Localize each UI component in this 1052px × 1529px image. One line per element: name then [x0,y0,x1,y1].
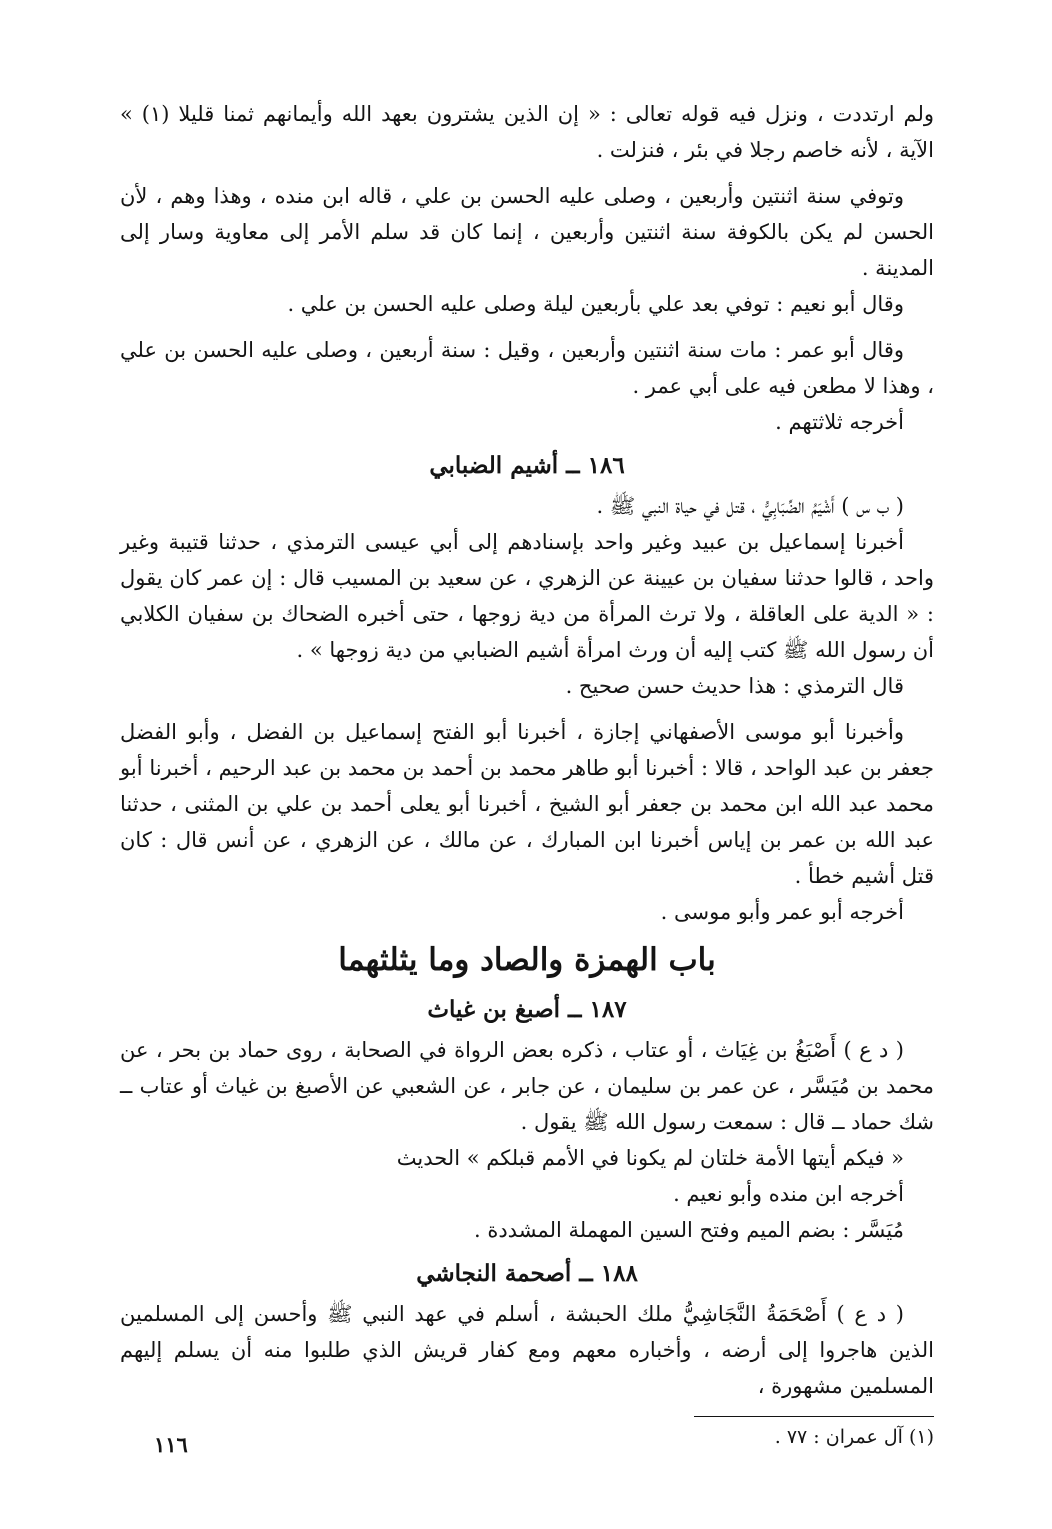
paragraph: أخبرنا إسماعيل بن عبيد وغير واحد بإسنادهم إلى أبي عيسى الترمذي ، حدثنا قتيبة وغير واحد ، قالوا حدثنا سفيان بن عيينة عن الزهري ، عن سعيد بن المسيب قال : إن عمر كان يقول : « الدية على العاقلة ، ولا ترث المرأة من دية زوجها ، حتى أخبره الضحاك بن سفيان الكلابي أن رسول الله ﷺ كتب إليه أن ورث امرأة أشيم الضبابي من دية زوجها » . [120,530,934,662]
paragraph: أخرجه أبو عمر وأبو موسى . [660,900,904,924]
paragraph: مُيَسَّر : بضم الميم وفتح السين المهملة المشددة . [473,1218,904,1242]
paragraph: وقال أبو عمر : مات سنة اثنتين وأربعين ، وقيل : سنة أربعين ، وصلى عليه الحسن بن علي ، وهذا لا مطعن فيه على أبي عمر . [120,338,934,398]
paragraph: « فيكم أيتها الأمة خلتان لم يكونا في الأمم قبلكم » الحديث [396,1146,904,1170]
paragraph: ( د ع ) أَصْحَمَةُ النَّجَاشِيُّ ملك الحبشة ، أسلم في عهد النبي ﷺ وأحسن إلى المسلمين الذين هاجروا إلى أرضه ، وأخباره معهم ومع كفار قريش الذي طلبوا منه أن يسلم إليهم المسلمين مشهورة ، [120,1302,934,1398]
paragraph: ( ب س ) أَشْيَمُ الضِّبَابِيُّ ، قتل في حياة النبي ﷺ . [596,494,904,518]
entry-title: ١٨٦ ــ أشيم الضبابي [429,452,625,479]
paragraph: أخرجه ثلاثتهم . [775,410,904,434]
paragraph: أخرجه ابن منده وأبو نعيم . [673,1182,904,1206]
paragraph: وقال أبو نعيم : توفي بعد علي بأربعين ليلة وصلى عليه الحسن بن علي . [287,292,904,316]
paragraph: ولم ارتددت ، ونزل فيه قوله تعالى : « إن الذين يشترون بعهد الله وأيمانهم ثمنا قليلا (١) » الآية ، لأنه خاصم رجلا في بئر ، فنزلت . [120,102,935,162]
paragraph: ( د ع ) أَصْبَغُ بن غِيَاث ، أو عتاب ، ذكره بعض الرواة في الصحابة ، روى حماد بن بحر ، عن محمد بن مُيَسَّر ، عن عمر بن سليمان ، عن جابر ، عن الشعبي عن الأصبغ بن غياث أو عتاب ــ شك حماد ــ قال : سمعت رسول الله ﷺ يقول . [120,1038,934,1134]
page-number: ١١٦ [154,1432,188,1457]
entry-title: ١٨٧ ــ أصبغ بن غياث [427,996,627,1023]
entry-title: ١٨٨ ــ أصحمة النجاشي [416,1260,638,1287]
footnote-divider [694,1416,934,1417]
paragraph: قال الترمذي : هذا حديث حسن صحيح . [565,674,904,698]
chapter-title: باب الهمزة والصاد وما يثلثهما [338,942,716,978]
footnote: (١) آل عمران : ٧٧ . [774,1426,934,1448]
paragraph: وأخبرنا أبو موسى الأصفهاني إجازة ، أخبرنا أبو الفتح إسماعيل بن الفضل ، وأبو الفضل جعفر بن عبد الواحد ، قالا : أخبرنا أبو طاهر محمد بن أحمد بن محمد بن عبد الرحيم ، أخبرنا أبو محمد عبد الله ابن محمد بن جعفر أبو الشيخ ، أخبرنا أبو يعلى أحمد بن علي بن المثنى ، حدثنا عبد الله بن عمر بن إياس أخبرنا ابن المبارك ، عن مالك ، عن الزهري ، عن أنس قال : كان قتل أشيم خطأ . [120,720,934,888]
paragraph: وتوفي سنة اثنتين وأربعين ، وصلى عليه الحسن بن علي ، قاله ابن منده ، وهذا وهم ، لأن الحسن لم يكن بالكوفة سنة اثنتين وأربعين ، إنما كان قد سلم الأمر إلى معاوية وسار إلى المدينة . [120,184,934,280]
